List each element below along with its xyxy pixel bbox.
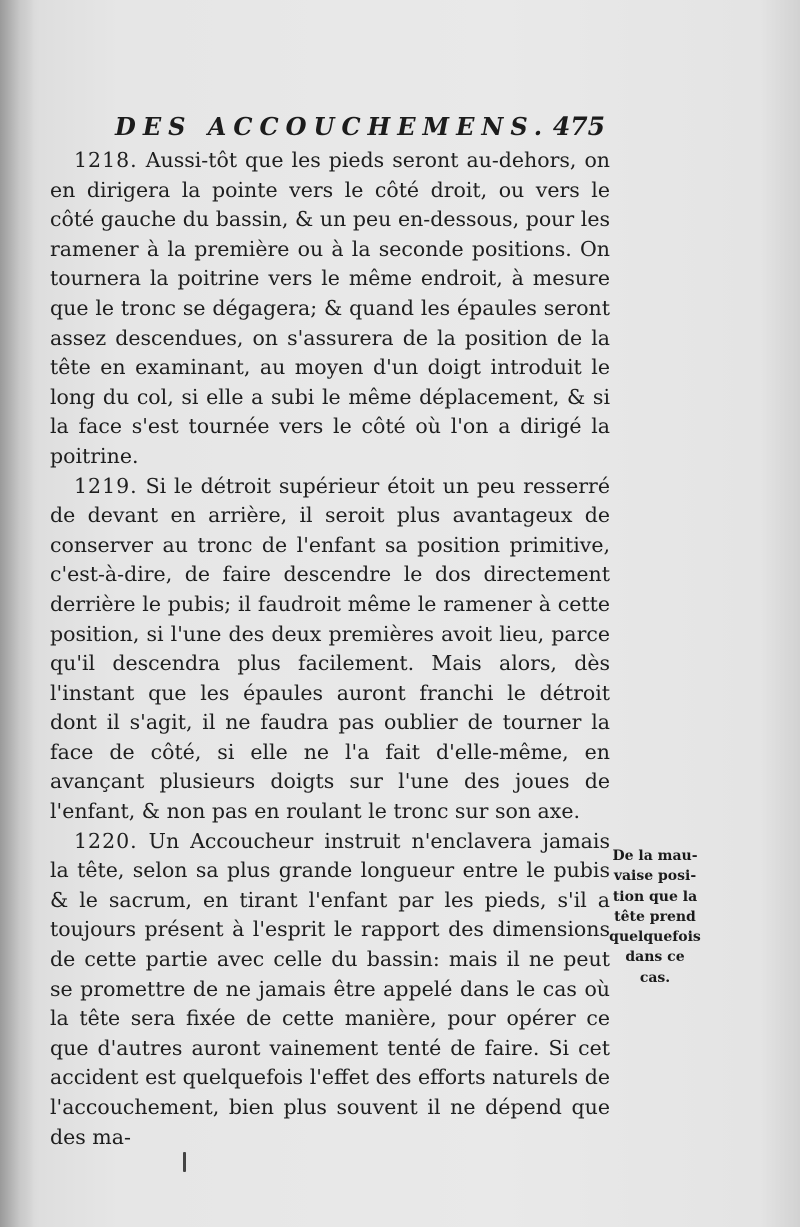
margin-note-line: tion que la <box>612 888 698 905</box>
running-head: DES ACCOUCHEMENS. <box>115 112 550 141</box>
paragraph-number: 1218. <box>74 148 138 172</box>
paragraph-1218 <box>50 146 610 472</box>
paragraph-number: 1220. <box>74 828 138 853</box>
page-header <box>115 112 605 146</box>
margin-note-line: De la mau- <box>612 848 698 864</box>
ink-speck <box>183 1152 186 1172</box>
page-number: 475 <box>552 112 605 141</box>
paragraph-text: Si le détroit supérieur étoit un peu resserré de devant en arrière, il seroit plus avantageux de conserver au tronc de l'enfant sa position primitive, c'est-à-dire, de faire descendre le dos directement derrière le pubis; il faudroit même le ramener à cette position, si l'une des deux premières avoit lieu, parce qu'il descendra plus facilement. Mais alors, dès l'instant que les épaules auront franchi le détroit dont il s'agit, il ne faudra pas oublier de tourner la face de côté, si elle ne l'a fait d'elle-même, en avançant plusieurs doigts sur l'une des joues de l'enfant, & non pas en roulant le tronc sur son axe. <box>50 473 610 824</box>
body-text <box>50 146 610 1152</box>
margin-note-line: quelquefois <box>609 929 701 946</box>
margin-note-line: dans ce cas. <box>625 949 685 986</box>
paragraph-1219 <box>50 472 610 827</box>
paragraph-number: 1219. <box>74 473 138 498</box>
margin-note-line: tête prend <box>614 908 696 925</box>
paragraph-text: Aussi-tôt que les pieds seront au-dehors, on en dirigera la pointe vers le côté droit, ou vers le côté gauche du bassin, & un peu en-dessous, pour les ramener à la première ou à la seconde positions. On tournera la poitrine vers le même endroit, à mesure que le tronc se dégagera; & quand les épaules seront assez descendues, on s'assurera de la position de la tête en examinant, au moyen d'un doigt introduit le long du col, si elle a subi le même déplacement, & si la face s'est tournée vers le côté où l'on a dirigé la poitrine. <box>50 148 610 468</box>
margin-note-line: vaise posi- <box>613 868 697 885</box>
paragraph-text: Un Accoucheur instruit n'enclavera jamais la tête, selon sa plus grande longueur entre le pubis & le sacrum, en tirant l'enfant par les pieds, s'il a toujours présent à l'esprit le rapport des dimensions de cette partie avec celle du bassin: mais il ne peut se promettre de ne jamais être appelé dans le cas où la tête sera fixée de cette manière, pour opérer ce que d'autres auront vainement tenté de faire. Si cet accident est quelquefois l'effet des efforts naturels de l'accouchement, bien plus souvent il ne dépend que des ma- <box>50 828 610 1149</box>
margin-note <box>609 846 701 988</box>
spine-shadow <box>0 0 34 1227</box>
paragraph-1220 <box>50 827 610 1153</box>
